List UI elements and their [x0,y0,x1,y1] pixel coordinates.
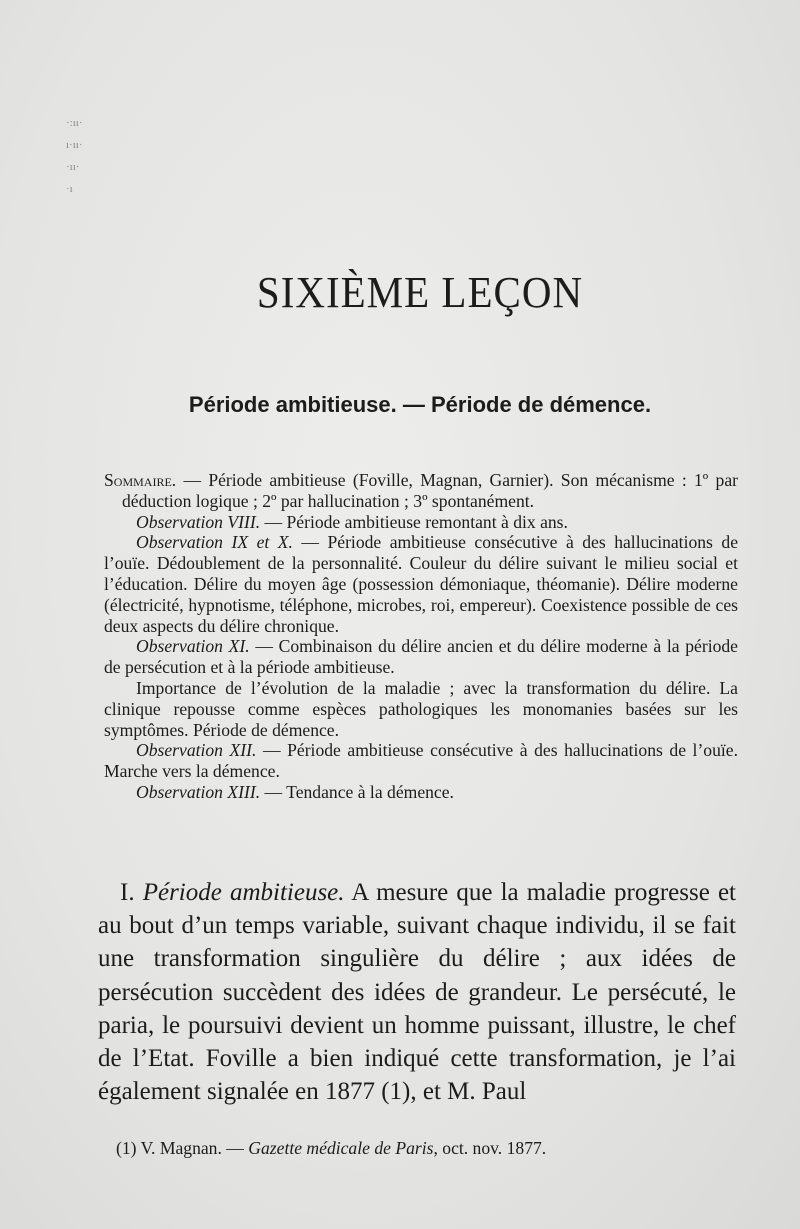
section-1-text: A mesure que la maladie progresse et au bout d’un temps variable, suivant chaque individu, il se fait une transformation singulière du délire ; aux idées de persécution succèdent des idées de grandeur. Le persécuté, le paria, le poursuivi devient un homme puissant, illustre, le chef de l’Etat. Foville a bien indiqué cette transformation, je l’ai également signalée en 1877 (1), et M. Paul [98,879,736,1106]
section-1-paragraph [98,876,736,1108]
observation-12-text: — Période ambitieuse consécutive à des hallucinations de l’ouïe. Marche vers la démence. [104,740,738,782]
observation-11-text: — Combinaison du délire ancien et du délire moderne à la période de persécution et à la période ambitieuse. [104,636,738,678]
summary-observation-11 [104,636,738,678]
bleed-through-marks: ·:ıı· ı·ıı· ·ıı· ·ı [66,117,83,195]
observation-9-10-text: — Période ambitieuse consécutive à des hallucinations de l’ouïe. Dédoublement de la personnalité. Couleur du délire suivant le milieu social et l’éducation. Délire du moyen âge (possession démoniaque, théomanie). Délire moderne (électricité, hypnotisme, téléphone, microbes, roi, empereur). Coexistence possible de ces deux aspects du délire chronique. [104,532,738,636]
footnote-prefix: (1) V. Magnan. — [116,1138,249,1158]
observation-8-label: Observation VIII. [136,511,261,532]
summary-observation-9-10 [104,532,738,636]
chapter-subtitle: Période ambitieuse. — Période de démence. [188,392,652,417]
summary-observation-13 [104,782,738,803]
summary-observation-12 [104,740,738,782]
summary-observation-8 [104,512,738,533]
observation-8-text: — Période ambitieuse remontant à dix ans. [260,511,568,532]
observation-11-label: Observation XI. [136,636,250,657]
chapter-summary [104,470,738,803]
section-title: Période ambitieuse. [142,879,345,906]
main-body-text [98,876,736,1108]
chapter-title: SIXIÈME LEÇON [256,267,584,317]
observation-13-text: — Tendance à la démence. [260,781,454,802]
summary-intro-paragraph [104,470,738,512]
summary-importance-paragraph: Importance de l’évolution de la maladie ; avec la transformation du délire. La clinique repousse comme espèces pathologiques les monomanies basées sur les symptômes. Période de démence. [104,677,738,740]
observation-13-label: Observation XIII. [136,781,261,802]
summary-label: Sommaire. [104,470,177,490]
footnote [116,1138,546,1159]
footnote-suffix: , oct. nov. 1877. [433,1138,547,1158]
section-number: I. [120,879,143,906]
observation-12-label: Observation XII. [136,740,257,761]
summary-intro-text: — Période ambitieuse (Foville, Magnan, Garnier). Son mécanisme : 1º par déduction logique ; 2º par hallucination ; 3º spontanément. [122,470,738,511]
observation-9-10-label: Observation IX et X. [136,532,293,553]
footnote-journal: Gazette médicale de Paris [248,1138,434,1158]
